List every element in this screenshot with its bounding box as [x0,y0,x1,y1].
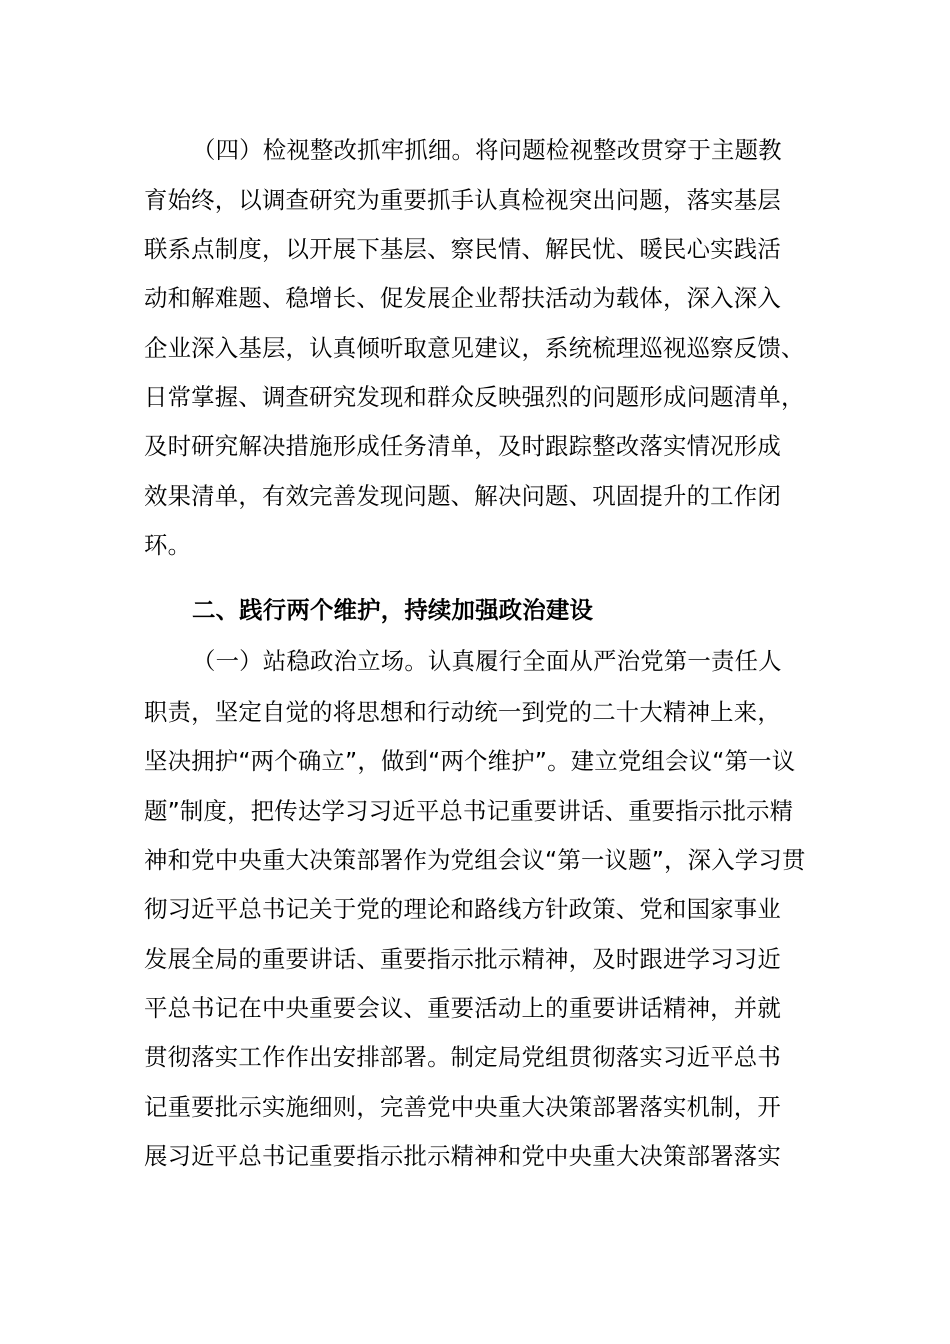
section-two-line-6: 彻习近平总书记关于党的理论和路线方针政策、党和国家事业 [144,895,781,923]
section-two-line-3: 坚决拥护“两个确立”，做到“两个维护”。建立党组会议“第一议 [144,747,796,775]
section-two-heading: 二、践行两个维护，持续加强政治建设 [192,596,594,624]
section-four-line-5: 企业深入基层，认真倾听取意见建议，系统梳理巡视巡察反馈、 [144,334,805,362]
section-two-line-10: 记重要批示实施细则，完善党中央重大决策部署落实机制，开 [144,1093,781,1121]
section-two-line-1: （一）站稳政治立场。认真履行全面从严治党第一责任人 [192,647,782,675]
section-four-line-1: （四）检视整改抓牢抓细。将问题检视整改贯穿于主题教 [192,136,782,164]
section-four-line-8: 效果清单，有效完善发现问题、解决问题、巩固提升的工作闭 [144,482,781,510]
section-two-line-5: 神和党中央重大决策部署作为党组会议“第一议题”，深入学习贯 [144,846,806,874]
section-four-line-9: 环。 [144,531,192,559]
section-four-line-7: 及时研究解决措施形成任务清单，及时跟踪整改落实情况形成 [144,432,781,460]
section-two-line-11: 展习近平总书记重要指示批示精神和党中央重大决策部署落实 [144,1142,781,1170]
section-two-line-4: 题”制度，把传达学习习近平总书记重要讲话、重要指示批示精 [144,797,794,825]
section-two-line-9: 贯彻落实工作作出安排部署。制定局党组贯彻落实习近平总书 [144,1043,781,1071]
section-two-line-2: 职责，坚定自觉的将思想和行动统一到党的二十大精神上来， [144,698,781,726]
section-four-line-2: 育始终，以调查研究为重要抓手认真检视突出问题，落实基层 [144,186,781,214]
section-four-line-6: 日常掌握、调查研究发现和群众反映强烈的问题形成问题清单， [144,383,805,411]
section-two-line-8: 平总书记在中央重要会议、重要活动上的重要讲话精神，并就 [144,994,781,1022]
section-four-line-3: 联系点制度，以开展下基层、察民情、解民忧、暖民心实践活 [144,235,781,263]
section-two-line-7: 发展全局的重要讲话、重要指示批示精神，及时跟进学习习近 [144,945,781,973]
section-four-line-4: 动和解难题、稳增长、促发展企业帮扶活动为载体，深入深入 [144,284,781,312]
